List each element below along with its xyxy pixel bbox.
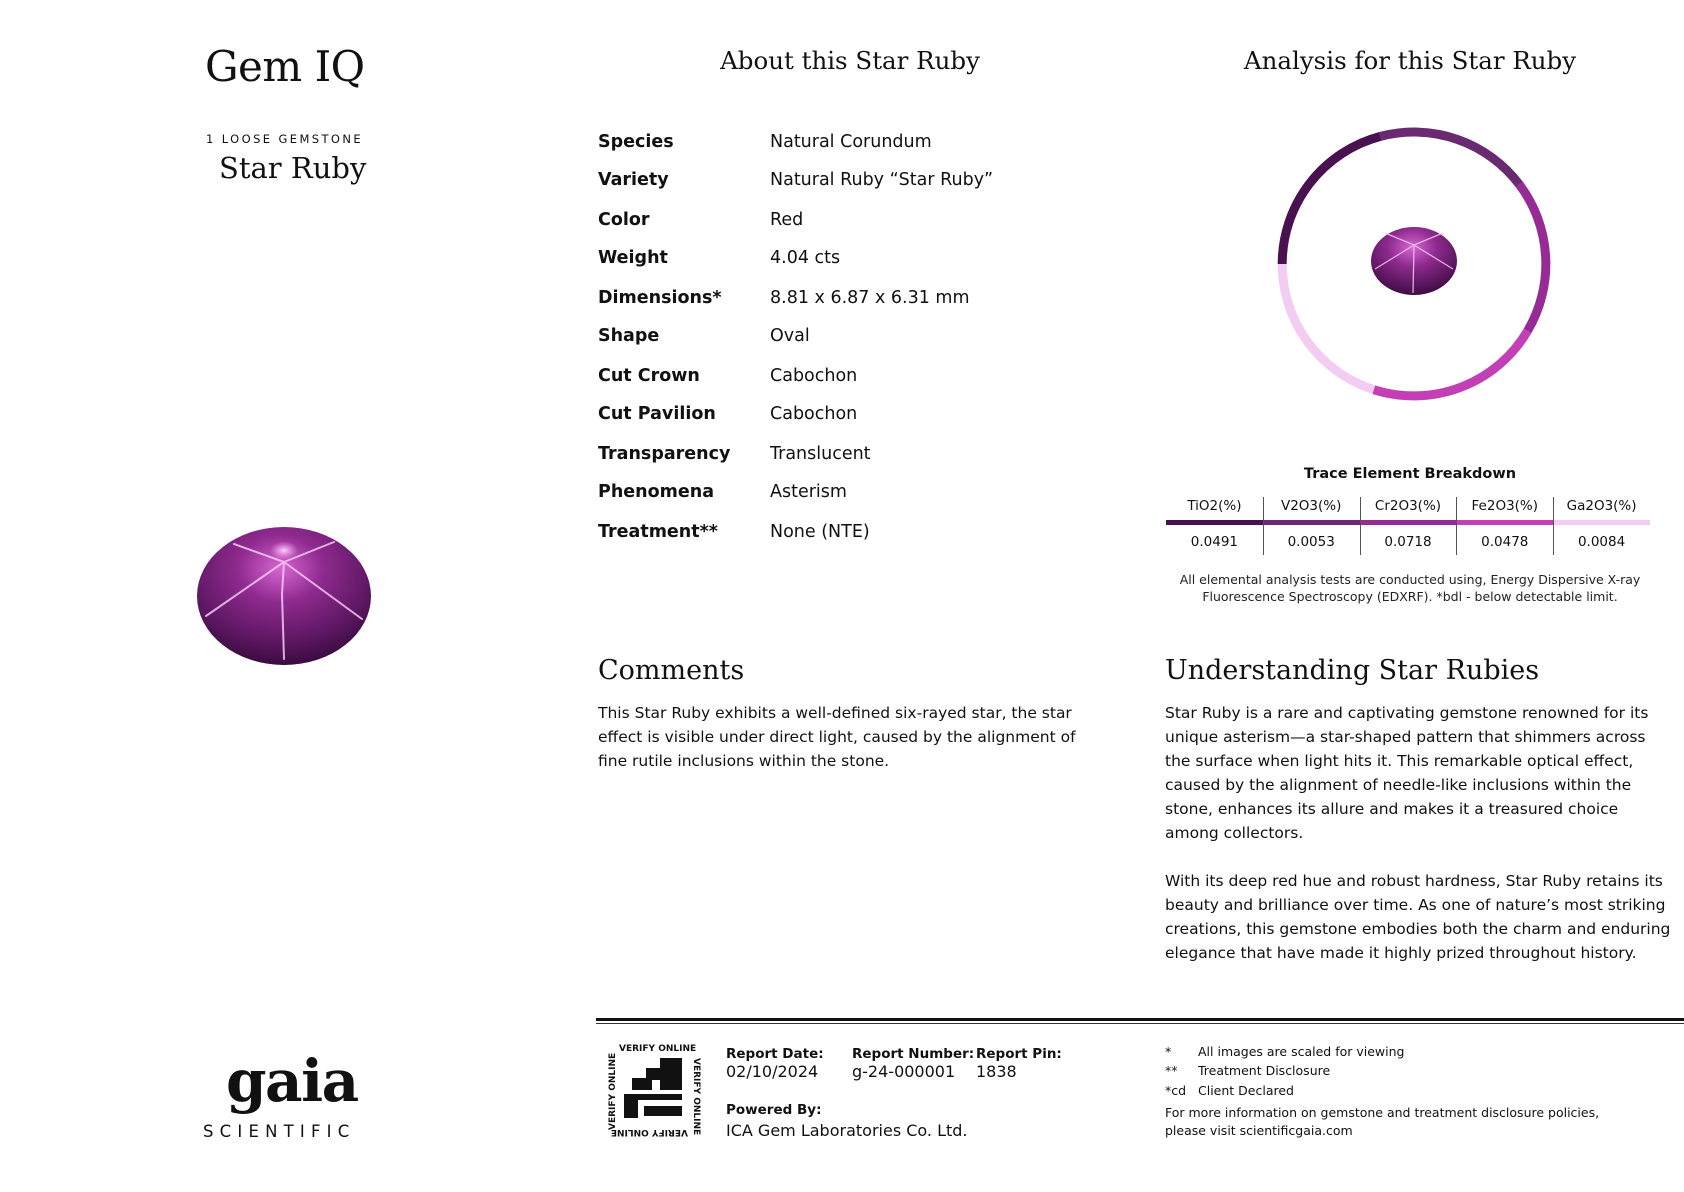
property-value: Cabochon [770, 404, 858, 424]
legend-text: Treatment Disclosure [1198, 1063, 1331, 1078]
property-value: Cabochon [770, 366, 858, 386]
understanding-text [1165, 701, 1675, 989]
trace-element-value: 0.0053 [1287, 534, 1335, 550]
trace-element-table [1166, 497, 1650, 555]
comments-text: This Star Ruby exhibits a well-defined six-rayed star, the star effect is visible under direct light, caused by the alignment of fine rutile inclusions within the stone. [598, 704, 1076, 770]
property-label: Cut Pavilion [598, 404, 716, 424]
trace-column [1166, 497, 1263, 555]
legend-symbol: * [1165, 1044, 1172, 1059]
property-value: 4.04 cts [770, 248, 841, 268]
understanding-paragraph: Star Ruby is a rare and captivating gemstone renowned for its unique asterism—a star-shaped pattern that shimmers across the surface when light hits it. This remarkable optical effect, caused by the alignment of needle-like inclusions within the stone, enhances its allure and makes it a treasured choice among collectors. [1165, 704, 1649, 842]
report-pin: 1838 [976, 1062, 1017, 1081]
property-label: Treatment** [598, 522, 718, 542]
trace-element-value: 0.0478 [1481, 534, 1529, 550]
property-label: Variety [598, 170, 669, 190]
property-label: Shape [598, 326, 660, 346]
property-label: Transparency [598, 444, 731, 464]
trace-element-name: Cr2O3(%) [1374, 498, 1442, 514]
legend-item [1165, 1063, 1330, 1078]
property-label: Phenomena [598, 482, 715, 502]
property-label: Weight [598, 248, 668, 268]
more-info-link[interactable]: please visit scientificgaia.com [1165, 1123, 1353, 1138]
trace-element-title: Trace Element Breakdown [1303, 466, 1517, 482]
property-value: Translucent [770, 444, 871, 464]
gaia-logo: gaia [226, 1047, 358, 1115]
property-label: Species [598, 132, 674, 152]
qr-label-bottom: VERIFY ONLINE [610, 1127, 688, 1137]
powered-by: ICA Gem Laboratories Co. Ltd. [726, 1121, 968, 1140]
analysis-method-note: All elemental analysis tests are conducted using, Energy Dispersive X-ray Fluorescence Spectroscopy (EDXRF). *bdl - below detectable limit. [1179, 572, 1641, 604]
trace-element-name: Ga2O3(%) [1566, 498, 1637, 514]
legend-text: Client Declared [1198, 1083, 1294, 1098]
gaia-logo-subtitle: SCIENTIFIC [203, 1122, 356, 1141]
trace-element-value: 0.0718 [1384, 534, 1432, 550]
property-value: Natural Corundum [770, 132, 932, 152]
report-date: 02/10/2024 [726, 1062, 819, 1081]
property-value: None (NTE) [770, 522, 870, 542]
qr-label-top: VERIFY ONLINE [619, 1044, 697, 1054]
trace-color-bar [1553, 520, 1650, 525]
footer-divider-thin [596, 1023, 1684, 1024]
more-info-line: For more information on gemstone and treatment disclosure policies, [1165, 1105, 1600, 1120]
property-value: Natural Ruby “Star Ruby” [770, 170, 994, 190]
brand-title: Gem IQ [205, 42, 365, 91]
stone-name: Star Ruby [219, 151, 367, 185]
understanding-paragraph: With its deep red hue and robust hardness, Star Ruby retains its beauty and brilliance over time. As one of nature’s most striking creations, this gemstone embodies both the charm and enduring elegance that have made it highly prized throughout history. [1165, 872, 1671, 962]
column-divider [1263, 497, 1264, 555]
legend-text: All images are scaled for viewing [1198, 1044, 1405, 1059]
trace-element-ring [1277, 127, 1551, 401]
comments-heading: Comments [598, 655, 745, 686]
property-label: Color [598, 210, 650, 230]
property-value: Asterism [770, 482, 847, 502]
trace-element-value: 0.0491 [1190, 534, 1239, 550]
trace-column [1456, 497, 1553, 555]
property-label: Dimensions* [598, 288, 722, 308]
legend-item [1165, 1083, 1294, 1098]
report-date-label: Report Date: [726, 1046, 824, 1062]
trace-column [1553, 497, 1650, 555]
legend-symbol: ** [1165, 1063, 1178, 1078]
footer-divider [596, 1018, 1684, 1021]
trace-column [1263, 497, 1360, 555]
property-value: Red [770, 210, 804, 230]
report-pin-label: Report Pin: [976, 1046, 1062, 1062]
understanding-heading: Understanding Star Rubies [1165, 655, 1540, 686]
trace-color-bar [1360, 520, 1457, 525]
trace-color-bar [1166, 520, 1263, 525]
trace-element-value: 0.0084 [1577, 534, 1626, 550]
gemstone-count-label: 1 LOOSE GEMSTONE [206, 132, 364, 146]
property-value: 8.81 x 6.87 x 6.31 mm [770, 288, 970, 308]
powered-by-label: Powered By: [726, 1102, 822, 1118]
column-divider [1553, 497, 1554, 555]
report-number-label: Report Number: [852, 1046, 975, 1062]
verify-online-qr[interactable] [604, 1042, 704, 1137]
qr-label-left: VERIFY ONLINE [608, 1052, 618, 1130]
column-divider [1360, 497, 1361, 555]
trace-color-bar [1456, 520, 1553, 525]
star-ruby-image [194, 524, 374, 669]
column-divider [1456, 497, 1457, 555]
trace-element-name: TiO2(%) [1187, 498, 1242, 514]
trace-element-name: V2O3(%) [1280, 498, 1342, 514]
qr-label-right: VERIFY ONLINE [691, 1058, 701, 1136]
analysis-heading: Analysis for this Star Ruby [1243, 46, 1577, 75]
qr-code-icon [620, 1056, 688, 1122]
trace-color-bar [1263, 520, 1360, 525]
report-number: g-24-000001 [852, 1062, 956, 1081]
about-heading: About this Star Ruby [720, 46, 980, 75]
legend-symbol: *cd [1165, 1083, 1187, 1098]
property-value: Oval [770, 326, 810, 346]
legend-item [1165, 1044, 1404, 1059]
trace-column [1360, 497, 1457, 555]
property-label: Cut Crown [598, 366, 700, 386]
trace-element-name: Fe2O3(%) [1471, 498, 1539, 514]
